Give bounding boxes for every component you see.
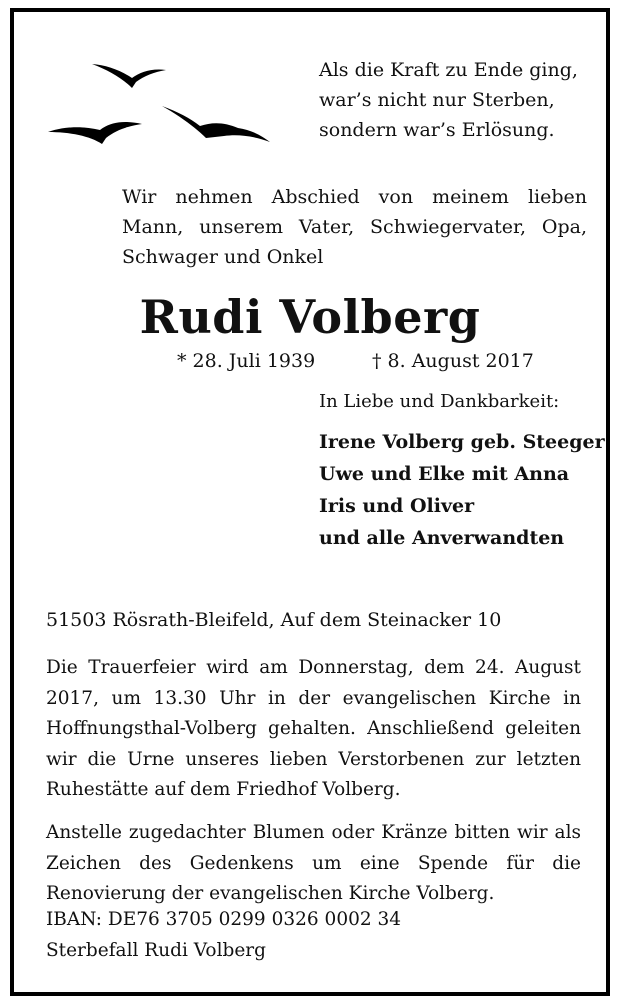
payment-reference: Sterbefall Rudi Volberg xyxy=(46,940,266,961)
thanks-line: In Liebe und Dankbarkeit: xyxy=(319,391,560,412)
obituary-notice xyxy=(10,8,610,996)
bird-left-icon xyxy=(48,122,142,144)
flying-birds-icon xyxy=(44,48,274,148)
poem-line: sondern war’s Erlösung. xyxy=(319,119,555,141)
death-date: † 8. August 2017 xyxy=(372,350,534,372)
bird-top-icon xyxy=(92,64,166,88)
funeral-service-text: Die Trauerfeier wird am Donnerstag, dem 24. August 2017, um 13.30 Uhr in der evangelischen Kirche in Hoffnungsthal-Volberg gehalten. Anschließend geleiten wir die Urne unseres lieben Verstorbenen zur letzten Ruhestätte auf dem Friedhof Volberg. xyxy=(46,657,581,800)
poem xyxy=(319,55,578,145)
donation-request-text: Anstelle zugedachter Blumen oder Kränze bitten wir als Zeichen des Gedenkens um eine Spende für die Renovierung der evangelischen Kirche Volberg. xyxy=(46,822,581,904)
mourner: Uwe und Elke mit Anna xyxy=(319,463,570,485)
family-address: 51503 Rösrath-Bleifeld, Auf dem Steinacker 10 xyxy=(46,609,502,631)
poem-line: Als die Kraft zu Ende ging, xyxy=(319,59,578,81)
birth-date: * 28. Juli 1939 xyxy=(177,350,316,372)
bird-right-icon xyxy=(162,106,270,142)
mourner: Irene Volberg geb. Steeger xyxy=(319,431,605,453)
mourner: Iris und Oliver xyxy=(319,495,475,517)
iban-line: IBAN: DE76 3705 0299 0326 0002 34 xyxy=(46,909,402,930)
poem-line: war’s nicht nur Sterben, xyxy=(319,89,555,111)
deceased-name: Rudi Volberg xyxy=(139,290,481,344)
farewell-intro: Wir nehmen Abschied von meinem lieben Mann, unserem Vater, Schwiegervater, Opa, Schwager und Onkel xyxy=(122,186,587,268)
mourners-list xyxy=(319,426,605,554)
mourner: und alle Anverwandten xyxy=(319,527,565,549)
